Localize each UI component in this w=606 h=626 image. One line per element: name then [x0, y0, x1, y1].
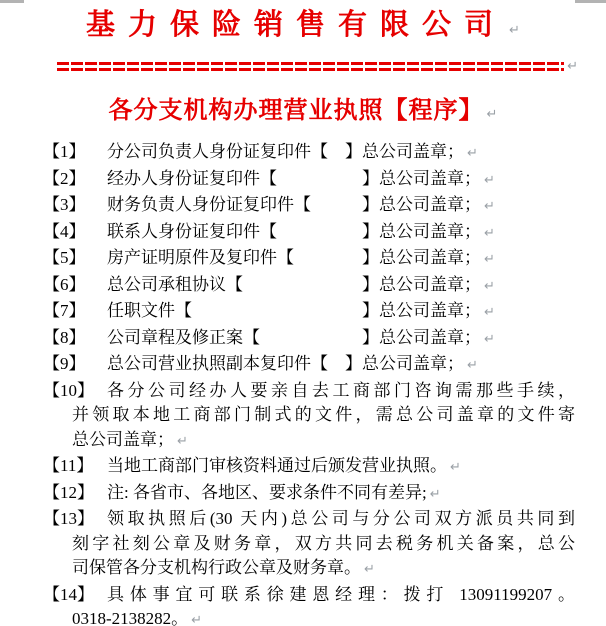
item-text: 任职文件【 】总公司盖章；	[107, 301, 481, 320]
item-text: 0318-2138282。	[72, 609, 189, 626]
item-number: 【10】	[43, 380, 94, 400]
list-item	[43, 299, 575, 326]
double-rule-bars	[57, 62, 564, 71]
item-number: 【11】	[43, 456, 94, 475]
return-mark-icon: ↵	[484, 305, 495, 320]
return-mark-icon: ↵	[509, 23, 520, 38]
item-text: 联系人身份证复印件【 】总公司盖章；	[107, 221, 481, 241]
list-item	[43, 352, 575, 379]
item-text: 领取执照后(30 天内)总公司与分公司双方派员共同到	[107, 509, 575, 528]
return-mark-icon: ↵	[484, 278, 495, 294]
return-mark-icon: ↵	[364, 562, 375, 577]
company-title-text: 基力保险销售有限公司	[86, 9, 507, 41]
return-mark-icon: ↵	[467, 146, 478, 161]
return-mark-icon: ↵	[484, 199, 495, 214]
return-mark-icon: ↵	[177, 433, 188, 449]
return-mark-icon: ↵	[486, 107, 498, 122]
top-right-margin-mark	[575, 0, 606, 3]
list-item	[43, 379, 575, 455]
list-item	[43, 454, 575, 481]
list-item	[43, 193, 575, 220]
item-number: 【12】	[43, 482, 94, 502]
company-title	[0, 7, 606, 49]
item-text: 财务负责人身份证复印件【 】总公司盖章；	[107, 195, 481, 214]
double-rule-separator	[57, 59, 578, 74]
item-text: 总公司承租协议【 】总公司盖章；	[107, 274, 481, 294]
item-text: 并领取本地工商部门制式的文件，需总公司盖章的文件寄	[72, 405, 575, 424]
item-text: 分公司负责人身份证复印件【 】总公司盖章；	[107, 142, 464, 161]
document-heading	[0, 96, 606, 130]
return-mark-icon: ↵	[467, 358, 478, 373]
item-text: 司保管各分支机构行政公章及财务章。	[72, 558, 361, 577]
return-mark-icon: ↵	[484, 331, 495, 347]
item-text: 各分公司经办人要亲自去工商部门咨询需那些手续，	[107, 380, 575, 400]
procedure-list	[0, 140, 606, 626]
return-mark-icon: ↵	[484, 172, 495, 188]
list-item	[43, 167, 575, 194]
return-mark-icon: ↵	[191, 613, 203, 626]
list-item	[43, 246, 575, 273]
item-number: 【13】	[43, 509, 94, 528]
item-number: 【1】	[43, 142, 86, 161]
item-text: 公司章程及修正案【 】总公司盖章；	[107, 327, 481, 347]
document-heading-text: 各分支机构办理营业执照【程序】	[108, 98, 484, 124]
item-text: 刻字社刻公章及财务章，双方共同去税务机关备案，总公	[72, 533, 575, 553]
rule-top	[57, 62, 564, 65]
list-item	[43, 481, 575, 508]
item-text: 具体事宜可联系徐建恩经理：拨打 13091199207。	[107, 584, 575, 604]
list-item	[43, 220, 575, 247]
item-number: 【9】	[43, 354, 86, 373]
item-number: 【8】	[43, 327, 86, 347]
item-text: 总公司营业执照副本复印件【 】总公司盖章；	[107, 354, 464, 373]
top-left-margin-mark	[0, 0, 24, 3]
return-mark-icon: ↵	[450, 460, 461, 475]
return-mark-icon: ↵	[484, 225, 495, 241]
item-number: 【6】	[43, 274, 86, 294]
item-number: 【7】	[43, 301, 86, 320]
item-text: 总公司盖章；	[72, 429, 174, 449]
list-item	[43, 140, 575, 167]
item-text: 经办人身份证复印件【 】总公司盖章；	[107, 168, 481, 188]
item-number: 【3】	[43, 195, 86, 214]
return-mark-icon: ↵	[484, 252, 495, 267]
list-item	[43, 326, 575, 353]
item-number: 【2】	[43, 168, 86, 188]
item-number: 【5】	[43, 248, 86, 267]
rule-bottom	[57, 68, 564, 71]
item-text: 房产证明原件及复印件【 】总公司盖章；	[107, 248, 481, 267]
list-item	[43, 507, 575, 583]
list-item	[43, 273, 575, 300]
item-text: 当地工商部门审核资料通过后颁发营业执照。	[107, 456, 447, 475]
item-number: 【14】	[43, 584, 94, 604]
list-item	[43, 583, 575, 626]
item-number: 【4】	[43, 221, 86, 241]
return-mark-icon: ↵	[429, 486, 441, 502]
item-text: 注: 各省市、各地区、要求条件不同有差异;	[107, 482, 427, 502]
return-mark-icon: ↵	[567, 59, 578, 74]
